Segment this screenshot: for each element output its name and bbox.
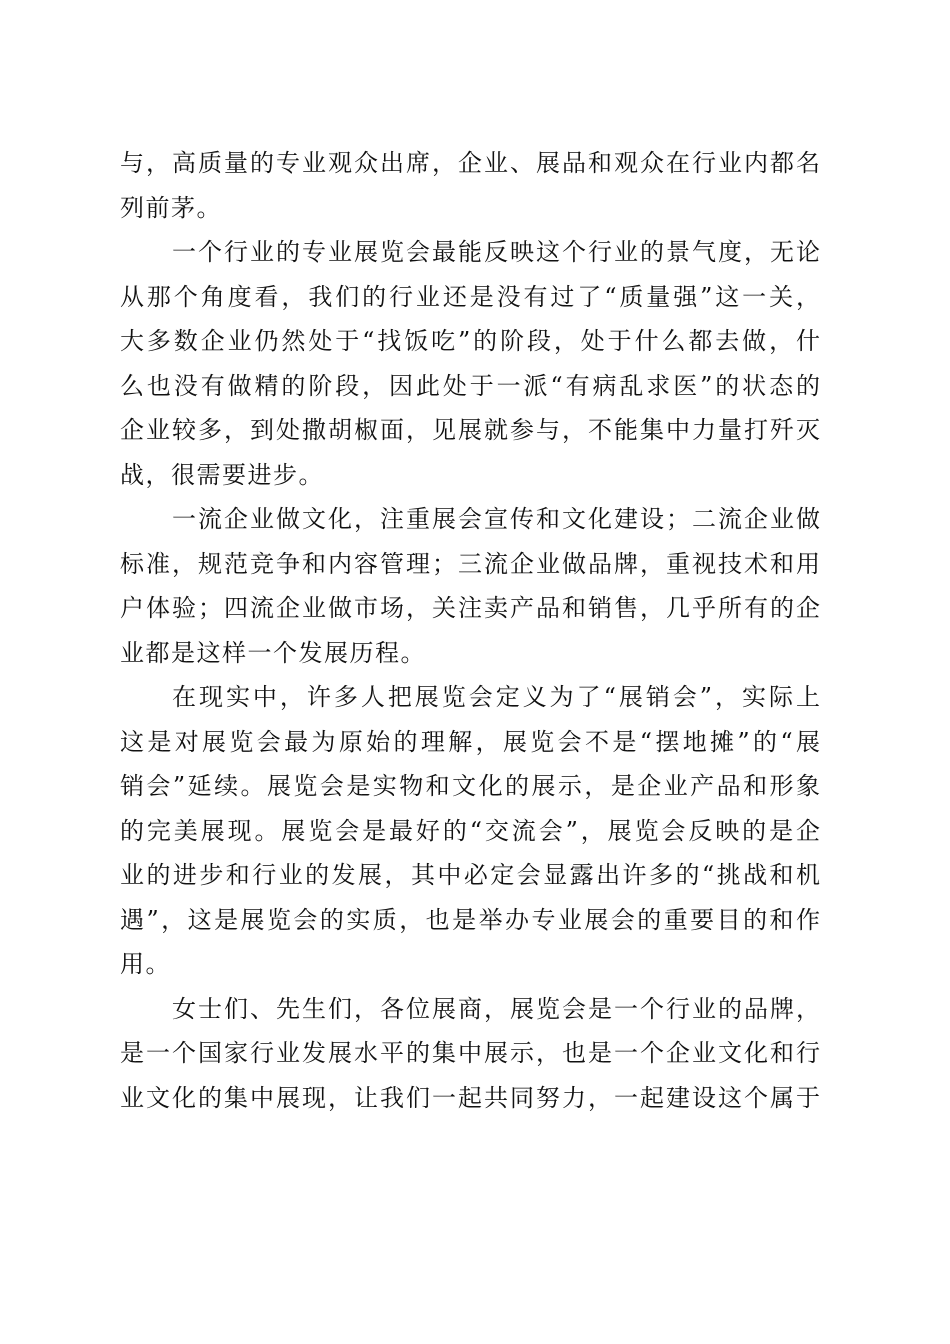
paragraph-1 bbox=[120, 141, 820, 230]
text-line: 女士们、先生们，各位展商，展览会是一个行业的品牌， bbox=[172, 994, 820, 1023]
text-line: 遇”，这是展览会的实质，也是举办专业展会的重要目的和作 bbox=[120, 905, 820, 934]
text-line: 在现实中，许多人把展览会定义为了“展销会”，实际上 bbox=[172, 683, 820, 711]
text-line: 是一个国家行业发展水平的集中展示，也是一个企业文化和行 bbox=[120, 1039, 820, 1067]
text-line: 一个行业的专业展览会最能反映这个行业的景气度，无论 bbox=[172, 238, 820, 266]
text-line: 业的进步和行业的发展，其中必定会显露出许多的“挑战和机 bbox=[120, 861, 820, 889]
paragraph-3 bbox=[120, 497, 820, 675]
text-line: 么也没有做精的阶段，因此处于一派“有病乱求医”的状态的 bbox=[120, 371, 820, 400]
paragraph-2 bbox=[120, 230, 820, 497]
text-line: 业都是这样一个发展历程。 bbox=[120, 638, 426, 667]
text-line: 与，高质量的专业观众出席，企业、展品和观众在行业内都名 bbox=[120, 149, 820, 177]
text-line: 企业较多，到处撒胡椒面，见展就参与，不能集中力量打歼灭 bbox=[120, 416, 820, 444]
text-line: 户体验；四流企业做市场，关注卖产品和销售，几乎所有的企 bbox=[120, 594, 820, 622]
paragraph-5 bbox=[120, 987, 820, 1121]
text-line: 这是对展览会最为原始的理解，展览会不是“摆地摊”的“展 bbox=[120, 727, 820, 756]
text-line: 业文化的集中展现，让我们一起共同努力，一起建设这个属于 bbox=[120, 1083, 820, 1112]
text-line: 标准，规范竞争和内容管理；三流企业做品牌，重视技术和用 bbox=[120, 549, 820, 578]
document-body bbox=[120, 141, 820, 1120]
text-line: 的完美展现。展览会是最好的“交流会”，展览会反映的是企 bbox=[120, 816, 820, 845]
text-line: 一流企业做文化，注重展会宣传和文化建设；二流企业做 bbox=[172, 505, 820, 533]
text-line: 用。 bbox=[120, 950, 171, 978]
text-line: 大多数企业仍然处于“找饭吃”的阶段，处于什么都去做，什 bbox=[120, 327, 820, 355]
paragraph-4 bbox=[120, 675, 820, 987]
text-line: 战，很需要进步。 bbox=[120, 460, 324, 489]
text-line: 列前茅。 bbox=[120, 193, 222, 222]
text-line: 从那个角度看，我们的行业还是没有过了“质量强”这一关， bbox=[120, 282, 820, 311]
text-line: 销会”延续。展览会是实物和文化的展示，是企业产品和形象 bbox=[120, 772, 820, 800]
